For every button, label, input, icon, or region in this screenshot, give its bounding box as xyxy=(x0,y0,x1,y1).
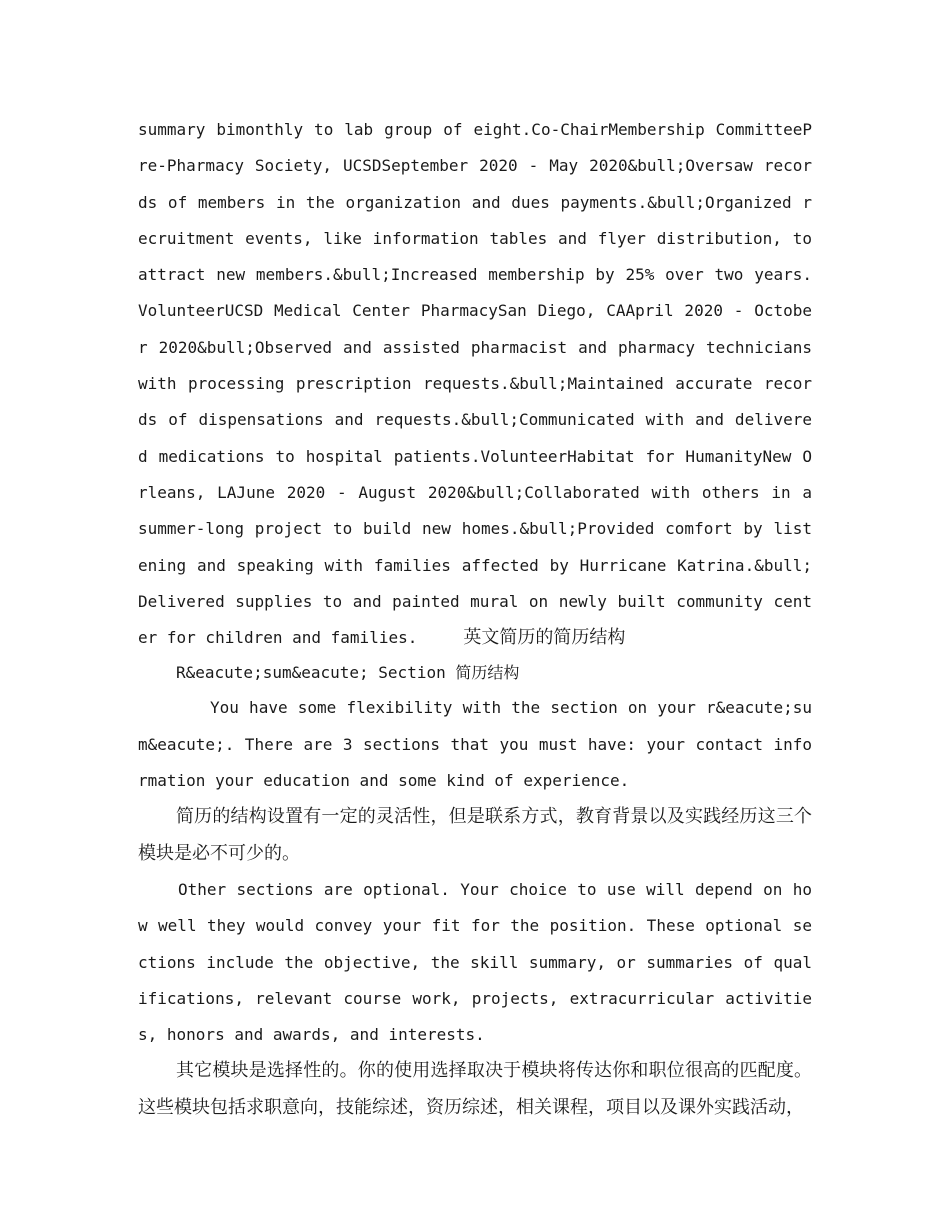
flexibility-paragraph-en: You have some flexibility with the section on your r&eacute;sum&eacute;. There are 3 sections that you must have: your contact information your education and some kind of experience. xyxy=(138,698,812,791)
experience-text: summary bimonthly to lab group of eight.Co-ChairMembership CommitteePre-Pharmacy Society, UCSDSeptember 2020 - May 2020&bull;Oversaw records of members in the organization and dues payments.&bull;Organized recruitment events, like information tables and flyer distribution, to attract new members.&bull;Increased membership by 25% over two years.VolunteerUCSD Medical Center PharmacySan Diego, CAApril 2020 - October 2020&bull;Observed and assisted pharmacist and pharmacy technicians with processing prescription requests.&bull;Maintained accurate records of dispensations and requests.&bull;Communicated with and delivered medications to hospital patients.VolunteerHabitat for HumanityNew Orleans, LAJune 2020 - August 2020&bull;Collaborated with others in a summer-long project to build new homes.&bull;Provided comfort by listening and speaking with families affected by Hurricane Katrina.&bull;Delivered supplies to and painted mural on newly built community center for children and families. xyxy=(138,120,812,648)
flexibility-paragraph-cn: 简历的结构设置有一定的灵活性，但是联系方式，教育背景以及实践经历这三个模块是必不可少的。 xyxy=(138,806,812,864)
experience-paragraph xyxy=(138,112,812,656)
optional-paragraph-en: Other sections are optional. Your choice to use will depend on how well they would convey your fit for the position. These optional sections include the objective, the skill summary, or summaries of qualifications, relevant course work, projects, extracurricular activities, honors and awards, and interests. xyxy=(138,879,812,1045)
optional-paragraph-cn: 其它模块是选择性的。你的使用选择取决于模块将传达你和职位很高的匹配度。这些模块包括求职意向，技能综述，资历综述，相关课程，项目以及课外实践活动， xyxy=(138,1060,812,1118)
section-heading: R&eacute;sum&eacute; Section 简历结构 xyxy=(176,663,520,683)
resume-structure-heading-cn: 英文简历的简历结构 xyxy=(463,627,626,649)
document-page xyxy=(138,112,812,1126)
